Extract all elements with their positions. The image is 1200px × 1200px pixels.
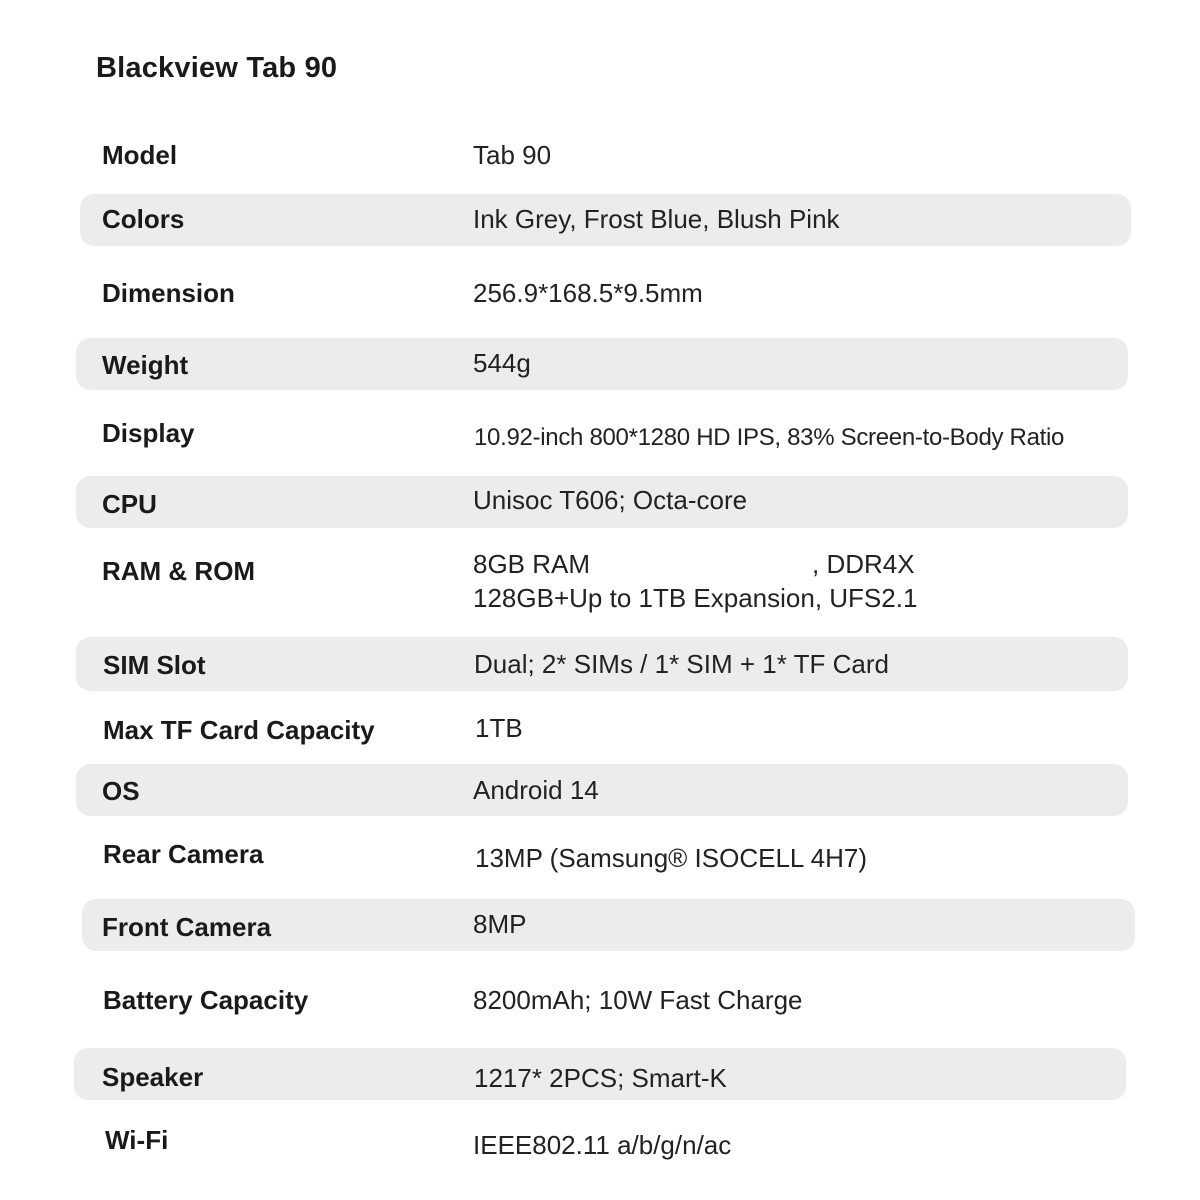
ram-value: 8GB RAM (473, 549, 591, 579)
spec-row-rear-camera (78, 830, 1130, 882)
spec-value: IEEE802.11 a/b/g/n/ac (473, 1130, 732, 1160)
spec-label: RAM & ROM (102, 556, 256, 586)
rom-value: 128GB+Up to 1TB Expansion, UFS2.1 (473, 583, 918, 613)
spec-value: Unisoc T606; Octa-core (473, 485, 748, 515)
spec-value: Ink Grey, Frost Blue, Blush Pink (473, 204, 840, 234)
spec-value: 8MP (473, 909, 527, 939)
spec-label: CPU (102, 489, 157, 519)
spec-row-colors (80, 194, 1131, 246)
spec-label: Front Camera (102, 912, 272, 942)
spec-label: Colors (102, 204, 185, 234)
spec-row-model (78, 130, 1130, 182)
spec-label: Weight (102, 350, 189, 380)
spec-label: Wi-Fi (105, 1125, 169, 1155)
spec-value: 10.92-inch 800*1280 HD IPS, 83% Screen-to-Body Ratio (474, 424, 1065, 451)
spec-label: Max TF Card Capacity (103, 715, 375, 745)
spec-row-front-camera (82, 899, 1135, 951)
spec-value: 256.9*168.5*9.5mm (473, 278, 703, 308)
spec-value: Android 14 (473, 775, 599, 805)
spec-value: Tab 90 (473, 140, 552, 170)
spec-label: Rear Camera (103, 839, 264, 869)
spec-row-sim-slot (76, 637, 1128, 691)
spec-label: Speaker (102, 1062, 204, 1092)
ram-type-value: , DDR4X (812, 549, 915, 579)
spec-row-battery (78, 974, 1130, 1026)
spec-label: Battery Capacity (103, 985, 309, 1015)
spec-label: Model (102, 140, 178, 170)
spec-row-cpu (76, 476, 1128, 528)
spec-row-ram-rom (78, 546, 1130, 622)
spec-row-max-tf (78, 704, 1130, 756)
spec-row-weight (76, 338, 1128, 390)
spec-value: 544g (473, 348, 531, 378)
spec-row-speaker (74, 1048, 1126, 1100)
spec-value: 1217* 2PCS; Smart-K (474, 1063, 727, 1093)
spec-value: 13MP (Samsung® ISOCELL 4H7) (475, 843, 867, 873)
spec-value: 8200mAh; 10W Fast Charge (473, 985, 803, 1015)
spec-label: Display (102, 418, 195, 448)
spec-label: OS (102, 776, 140, 806)
spec-row-wifi (78, 1118, 1130, 1170)
spec-label: SIM Slot (103, 650, 206, 680)
page-title: Blackview Tab 90 (96, 52, 338, 84)
spec-value: 1TB (475, 713, 523, 743)
spec-label: Dimension (102, 278, 235, 308)
spec-row-display (78, 408, 1130, 460)
spec-value: Dual; 2* SIMs / 1* SIM + 1* TF Card (474, 649, 889, 679)
spec-value (473, 547, 917, 615)
spec-row-dimension (78, 268, 1130, 320)
spec-row-os (76, 764, 1128, 816)
